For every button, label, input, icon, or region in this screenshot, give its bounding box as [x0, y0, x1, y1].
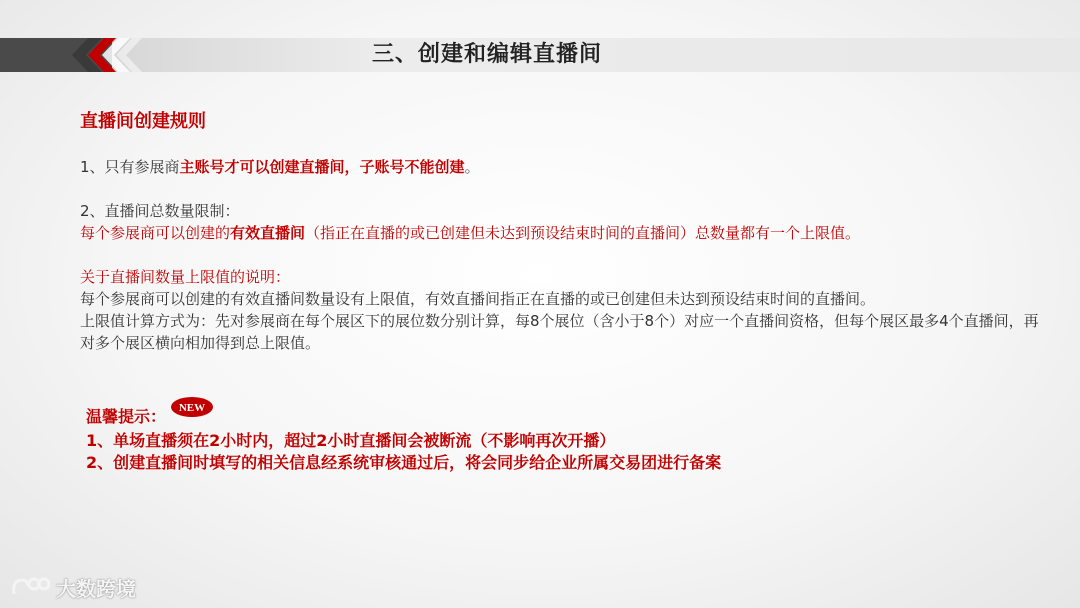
watermark-logo-icon: [10, 574, 50, 600]
rule-2-heading: 2、直播间总数量限制：: [80, 202, 240, 220]
rule-1-highlight: 主账号才可以创建直播间，子账号不能创建: [179, 158, 465, 176]
explanation-heading: 关于直播间数量上限值的说明：: [80, 268, 291, 286]
rule-2-detail-b: （指正在直播的或已创建但未达到预设结束时间的直播间）总数量都有一个上限值。: [305, 224, 861, 242]
explanation-line-2: 上限值计算方式为：先对参展商在每个展区下的展位数分别计算，每8个展位（含小于8个）对应一个直播间资格，但每个展区最多4个直播间，再对多个展区横向相加得到总上限值。: [80, 312, 1039, 352]
chevron-arrows-icon: [60, 38, 160, 72]
rule-2-detail-bold: 有效直播间: [230, 224, 306, 242]
rule-1-prefix: 1、只有参展商: [80, 158, 180, 176]
rule-2-detail-a: 每个参展商可以创建的: [80, 224, 231, 242]
new-badge-icon: [170, 396, 214, 418]
watermark: [10, 572, 136, 602]
rule-1-suffix: 。: [464, 158, 480, 176]
explanation-line-1: 每个参展商可以创建的有效直播间数量设有上限值，有效直播间指正在直播的或已创建但未达到预设结束时间的直播间。: [80, 290, 876, 308]
rule-2-detail: [80, 222, 860, 244]
rule-1: [80, 156, 480, 178]
tip-item-1: 1、单场直播须在2小时内，超过2小时直播间会被断流（不影响再次开播）: [86, 431, 616, 450]
tips-title: 温馨提示：: [86, 407, 167, 426]
new-badge-text: NEW: [178, 402, 206, 414]
page-title: 三、创建和编辑直播间: [372, 42, 603, 67]
section-title: 直播间创建规则: [80, 111, 206, 132]
tip-item-2: 2、创建直播间时填写的相关信息经系统审核通过后，将会同步给企业所属交易团进行备案: [86, 453, 722, 472]
watermark-text: 大数跨境: [56, 576, 136, 601]
